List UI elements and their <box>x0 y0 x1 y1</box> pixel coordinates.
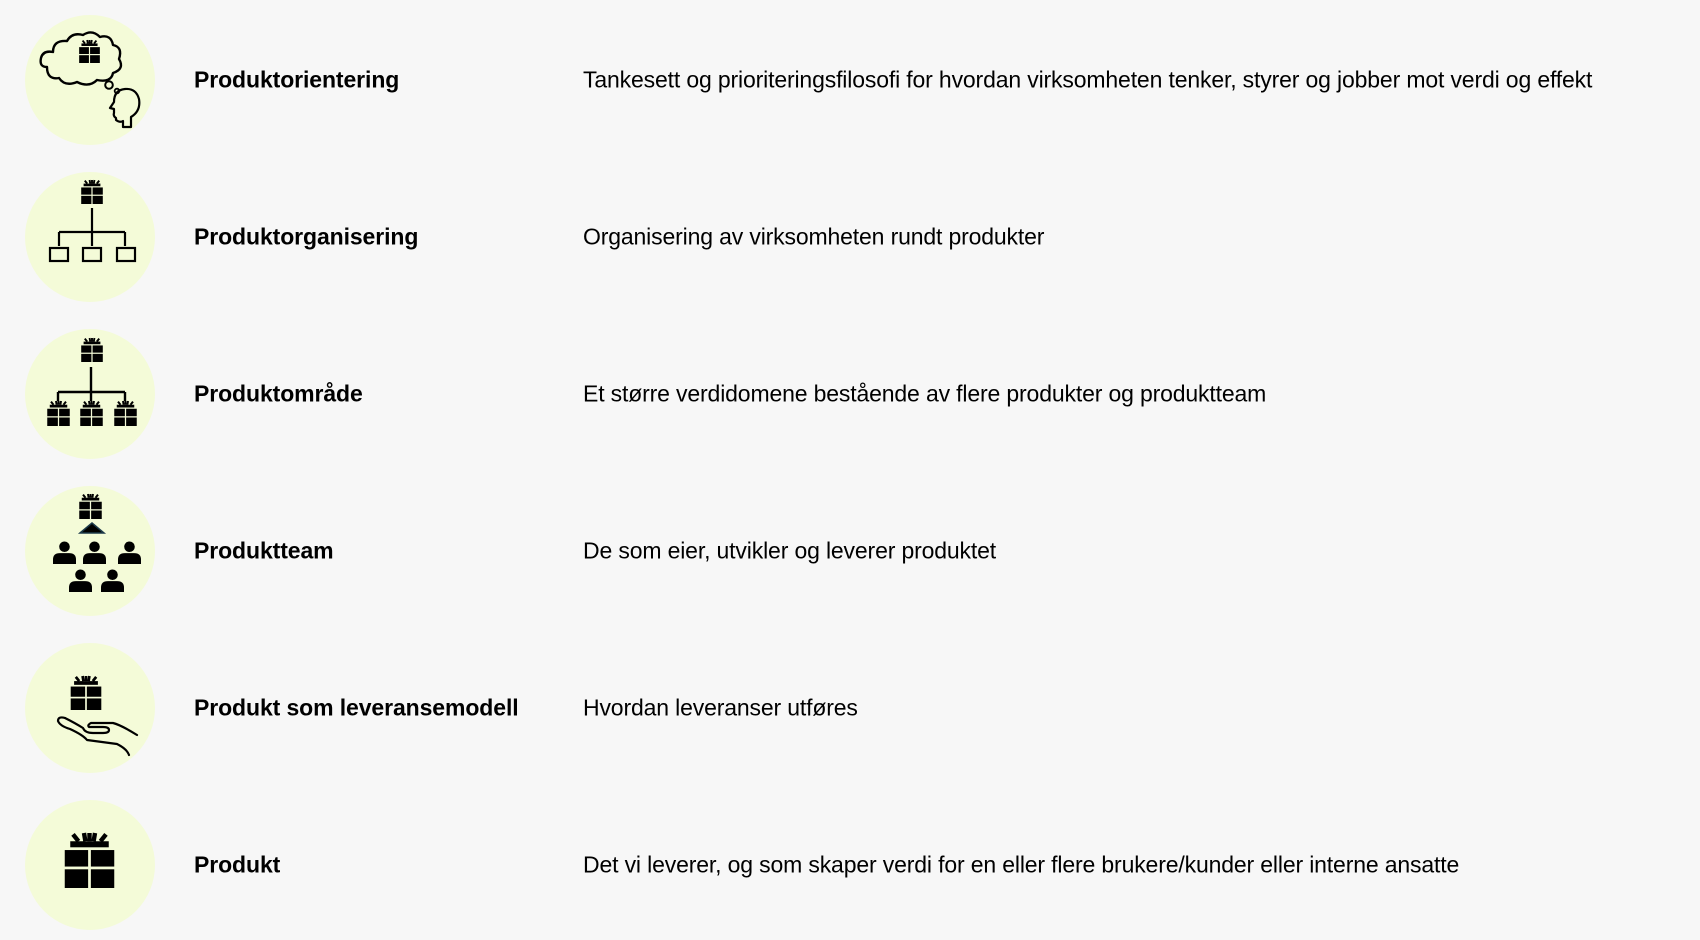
gift-icon <box>25 800 155 930</box>
row-label: Produktorganisering <box>194 223 419 250</box>
row-label: Produktteam <box>194 537 334 564</box>
row-description: Organisering av virksomheten rundt produkter <box>583 223 1045 250</box>
row-description: Det vi leverer, og som skaper verdi for en eller flere brukere/kunder eller interne ansatte <box>583 851 1460 878</box>
team-gift-icon <box>25 486 155 616</box>
row-produktorientering <box>0 15 1700 145</box>
row-produkt <box>0 800 1700 930</box>
row-description: Tankesett og prioriteringsfilosofi for hvordan virksomheten tenker, styrer og jobber mot verdi og effekt <box>583 66 1593 93</box>
row-label: Produktområde <box>194 380 363 407</box>
row-produktteam <box>0 486 1700 616</box>
row-produkt-som-leveransemodell <box>0 643 1700 773</box>
row-produktorganisering <box>0 172 1700 302</box>
row-description: Hvordan leveranser utføres <box>583 694 858 721</box>
row-label: Produktorientering <box>194 66 400 93</box>
thinking-head-gift-icon <box>25 15 155 145</box>
row-label: Produkt <box>194 851 281 878</box>
hand-gift-icon <box>25 643 155 773</box>
product-area-gifts-icon <box>25 329 155 459</box>
org-chart-gift-icon <box>25 172 155 302</box>
row-produktomrade <box>0 329 1700 459</box>
row-label: Produkt som leveransemodell <box>194 694 519 721</box>
row-description: De som eier, utvikler og leverer produktet <box>583 537 997 564</box>
row-description: Et større verdidomene bestående av flere produkter og produktteam <box>583 380 1267 407</box>
